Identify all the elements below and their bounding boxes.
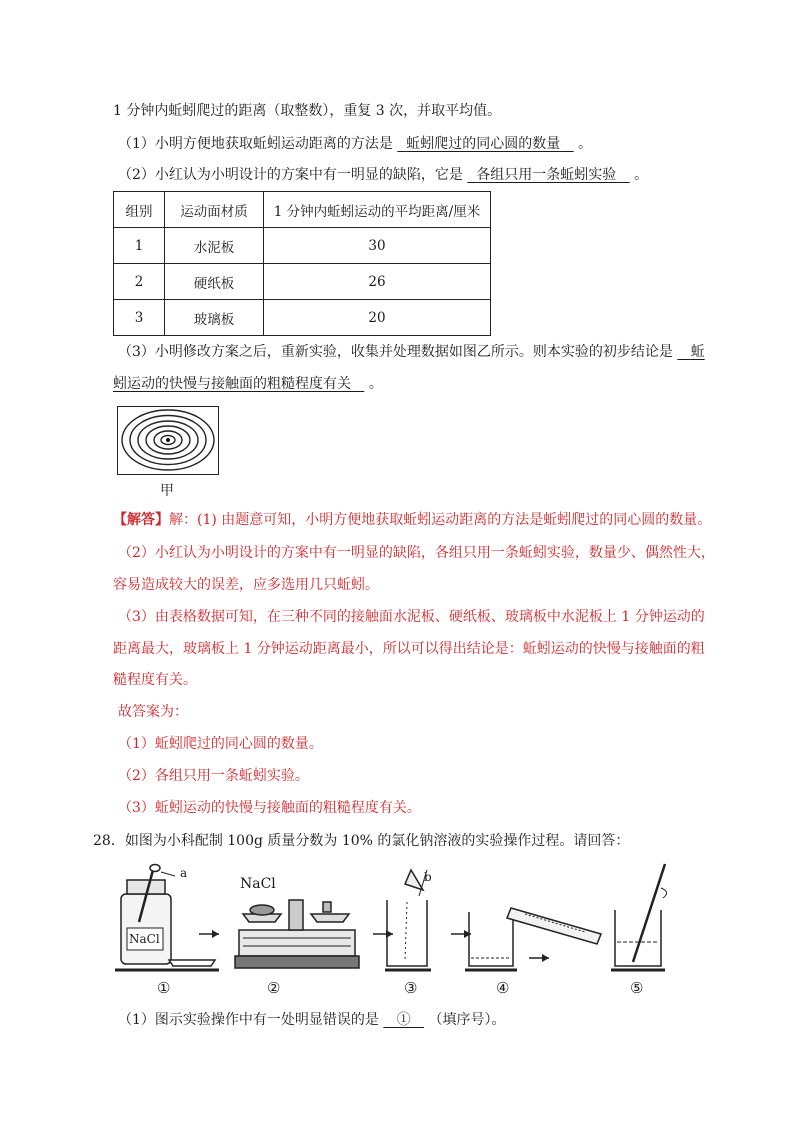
figure-jia-label: 甲 <box>160 483 174 499</box>
label-nacl-top: NaCl <box>240 876 276 892</box>
solution-line <box>113 510 711 530</box>
label-nacl-jar: NaCl <box>129 932 160 946</box>
solution-line: （3）由表格数据可知，在三种不同的接触面水泥板、硬纸板、玻璃板中水泥板上 1 分钟运动的 <box>118 609 705 625</box>
final-answer-2: （2）各组只用一条蚯蚓实验。 <box>118 768 309 784</box>
table-header-row <box>114 192 491 228</box>
question-28-1-answer: ① <box>396 1012 411 1028</box>
question-28-1 <box>118 1010 506 1030</box>
solution-text: 解：(1) 由题意可知，小明方便地获取蚯蚓运动距离的方法是蚯蚓爬过的同心圆的数量。 <box>169 512 712 528</box>
question-3-answer-start: 蚯 <box>690 344 705 360</box>
step-1-figure <box>115 865 219 971</box>
data-table <box>113 191 491 336</box>
table-cell: 1 <box>114 228 165 264</box>
question-3 <box>118 342 705 362</box>
table-row <box>114 300 491 336</box>
question-2-answer: 各组只用一条蚯蚓实验 <box>476 167 617 183</box>
question-3-suffix: 。 <box>368 376 383 392</box>
step-number: ⑤ <box>630 979 644 997</box>
question-28-stem: 28．如图为小科配制 100g 质量分数为 10% 的氯化钠溶液的实验操作过程。请回答： <box>93 833 630 849</box>
step-4-figure <box>465 908 601 970</box>
solution-line: 容易造成较大的误差，应多选用几只蚯蚓。 <box>113 577 379 593</box>
label-b: b <box>424 870 432 884</box>
table-cell: 20 <box>264 300 491 336</box>
question-1-answer: 蚯蚓爬过的同心圆的数量 <box>406 136 561 152</box>
question-1-suffix: 。 <box>578 136 593 152</box>
solution-tag: 【解答】 <box>113 512 169 528</box>
question-28-1-text: （1）图示实验操作中有一处明显错误的是 <box>118 1012 379 1028</box>
table-cell: 2 <box>114 264 165 300</box>
table-cell: 30 <box>264 228 491 264</box>
solution-line: 糙程度有关。 <box>113 672 197 688</box>
table-header: 组别 <box>114 192 165 228</box>
table-header: 1 分钟内蚯蚓运动的平均距离/厘米 <box>264 192 491 228</box>
table-cell: 26 <box>264 264 491 300</box>
step-2-figure <box>235 900 359 968</box>
step-5-figure <box>611 864 667 970</box>
step-number: ④ <box>496 979 510 997</box>
question-3-answer-end: 蚓运动的快慢与接触面的粗糙程度有关 <box>113 376 351 392</box>
question-1 <box>118 134 592 154</box>
question-28-1-suffix: （填序号）。 <box>428 1012 506 1028</box>
table-cell: 硬纸板 <box>165 264 264 300</box>
solution-line: （2）小红认为小明设计的方案中有一明显的缺陷，各组只用一条蚯蚓实验，数量少、偶然性大， <box>118 545 715 561</box>
table-cell: 玻璃板 <box>165 300 264 336</box>
concentric-circles-figure <box>117 406 220 476</box>
question-2-text: （2）小红认为小明设计的方案中有一明显的缺陷，它是 <box>118 167 463 183</box>
label-a: a <box>180 866 188 880</box>
intro-line: 1 分钟内蚯蚓爬过的距离（取整数），重复 3 次，并取平均值。 <box>113 103 502 119</box>
table-row <box>114 228 491 264</box>
question-3-cont <box>113 374 383 394</box>
question-2 <box>118 165 648 185</box>
table-header: 运动面材质 <box>165 192 264 228</box>
question-3-text: （3）小明修改方案之后，重新实验，收集并处理数据如图乙所示。则本实验的初步结论是 <box>118 344 673 360</box>
step-number: ② <box>267 979 281 997</box>
table-cell: 3 <box>114 300 165 336</box>
step-number: ③ <box>404 979 418 997</box>
step-3-figure <box>385 870 431 970</box>
table-row <box>114 264 491 300</box>
final-answer-label: 故答案为： <box>118 704 188 720</box>
table-cell: 水泥板 <box>165 228 264 264</box>
solution-line: 距离最大，玻璃板上 1 分钟运动距离最小，所以可以得出结论是：蚯蚓运动的快慢与接触面的粗 <box>113 641 705 657</box>
question-2-suffix: 。 <box>634 167 649 183</box>
final-answer-1: （1）蚯蚓爬过的同心圆的数量。 <box>118 736 323 752</box>
experiment-procedure-figure <box>115 862 675 974</box>
final-answer-3: （3）蚯蚓运动的快慢与接触面的粗糙程度有关。 <box>118 800 421 816</box>
question-1-text: （1）小明方便地获取蚯蚓运动距离的方法是 <box>118 136 393 152</box>
step-number: ① <box>157 979 171 997</box>
